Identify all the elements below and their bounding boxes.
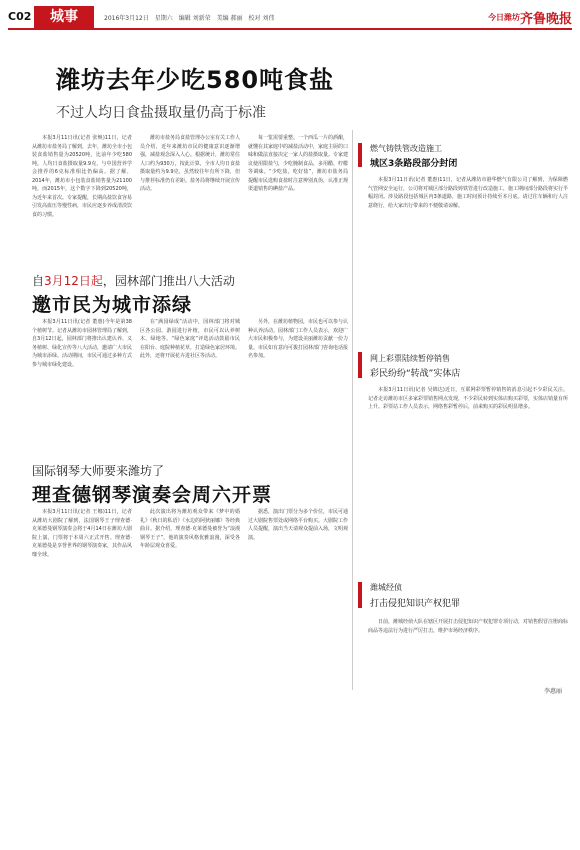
sidebar2-title: 彩民纷纷“转战”实体店 <box>370 369 461 379</box>
story2-col3-text: 另外，在潍坊植物园，市民也可以参与认种认养活动。园林部门工作人员表示，欢迎广大市民积极参与，为建设美丽潍坊贡献一份力量。市民如有意向可拨打园林部门咨询电话报名参加。 <box>248 319 348 359</box>
sidebar1-text: 本报3月11日讯(记者 董惠)11日，记者从潍坊市港华燃气有限公司了解到，为保障燃气管网安全运行，公司将对城区部分路段铸铁管进行改造施工，施工期间部分路段将实行半幅封闭。涉及路段包括城区内3条道路，施工时间预计持续至本月底。请过往车辆和行人注意绕行，给大家出行带来的不便敬请谅解。 <box>368 177 568 209</box>
story3-column-1 <box>32 508 132 688</box>
story2-col2-text: 在“满园绿成”活动中，园林部门将对城区各公园、游园进行补植，市民可以认养树木、绿地等。“绿色家庭”评选活动鼓励市民在阳台、庭院种植花草，打造绿色家居环境。此外，还将开展花卉进社区等活动。 <box>140 319 240 359</box>
sidebar2-accent <box>358 352 362 378</box>
story2-headline: 邀市民为城市添绿 <box>32 294 193 316</box>
masthead <box>8 6 572 30</box>
lead-col3-text: 每一览需要重整。一个西瓜一片的酒酿，就懂在其家庭中的减盐活动中，家庭主厨的口味和做法直接决定一家人的盐摄取量。专家建议使用限盐勺，少吃腌制食品，多用醋、柠檬等调味。“少吃盐，吃好盐”，潍坊市盐务局提醒市民选购食盐时注意辨别真伪，认准正规渠道销售的碘盐产品。 <box>248 135 348 192</box>
story2-kicker-prefix: 自 <box>32 274 45 288</box>
sidebar1-accent <box>358 143 362 167</box>
story3-column-2 <box>140 508 240 688</box>
sidebar3-title: 打击侵犯知识产权犯罪 <box>370 599 461 609</box>
story2-column-2 <box>140 318 240 446</box>
issue-meta: 2016年3月12日 星期六 编辑 刘新荣 美编 郝丽 校对 刘伟 <box>104 15 275 22</box>
page-number: C02 <box>8 10 32 23</box>
story3-col3-text: 据悉，演出门票分为多个价位，市民可通过大剧院售票处或网络平台购买。大剧院工作人员提醒，演出当天请观众提前入场，文明观演。 <box>248 509 348 541</box>
story2-column-3 <box>248 318 348 446</box>
sidebar2-text: 本报3月11日讯(记者 吴锦达)近日，互联网彩票暂停销售的消息引起不少彩民关注。记者走访潍坊市区多家彩票销售网点发现，不少彩民转到实体店购买彩票，实体店销量有所上升。彩票站工作人员表示，网络售彩暂停后，前来购买的彩民明显增多。 <box>368 387 568 410</box>
lead-col2-text: 潍坊市盐务局食盐管理办公室有关工作人员介绍，近年来潍坊市民的健康意识逐渐增强，减盐观念深入人心。根据统计，潍坊常住人口约为930万，按此计算，全市人均日食盐摄取量约为9.9克，虽然较往年有所下降，但与推荐标准仍有差距。盐务局将继续开展宣传活动。 <box>140 135 240 192</box>
column-divider <box>352 130 353 690</box>
lead-column-2 <box>140 134 240 254</box>
sidebar1-title: 城区3条路段部分封闭 <box>370 159 458 169</box>
story2-kicker <box>32 272 235 289</box>
sidebar3-accent <box>358 582 362 608</box>
sidebar3-author: 李惠丽 <box>543 688 562 695</box>
lead-col1-text: 本报3月11日讯(记者 张焕)11日，记者从潍坊市盐务局了解到，去年，潍坊全市小包装食盐销售量为20520吨，比前年少吃580吨。人均日食盐摄取量9.9克，与中国营养学会推荐的6克标准相比仍偏高。据了解，2014年，潍坊市小包装食盐销售量为21100吨，而2015年，这个数字下降到20520吨，为近年来首次。专家提醒，长期高盐饮食容易引发高血压等慢性病，市民应逐步养成清淡饮食的习惯。 <box>32 135 132 218</box>
story3-kicker: 国际钢琴大师要来潍坊了 <box>32 464 165 478</box>
story3-col1-text: 本报3月11日讯(记者 王娜)11日，记者从潍坊大剧院了解到，法国钢琴王子理查德·克莱德曼钢琴演奏会将于4月14日在潍坊大剧院上演，门票将于本周六正式开售。理查德·克莱德曼是享誉世界的钢琴演奏家，其作品风靡全球。 <box>32 509 132 558</box>
story2-kicker-date: 3月12日起 <box>44 274 103 288</box>
story2-kicker-suffix: ，园林部门推出八大活动 <box>102 274 235 288</box>
lead-column-3 <box>248 134 348 254</box>
story3-headline: 理查德钢琴演奏会周六开票 <box>32 484 273 506</box>
sidebar3-body <box>368 618 568 682</box>
brand-tag: 今日潍坊 <box>488 13 520 22</box>
story2-column-1 <box>32 318 132 446</box>
story3-column-3 <box>248 508 348 688</box>
sidebar2-kicker: 网上彩票陆续暂停销售 <box>370 354 450 363</box>
lead-column-1 <box>32 134 132 254</box>
sidebar1-body <box>368 176 568 346</box>
sidebar1-kicker: 燃气铸铁管改造施工 <box>370 144 442 153</box>
sidebar3-kicker: 潍城经侦 <box>370 583 402 592</box>
story2-col1-text: 本报3月11日讯(记者 董惠)今年是第38个植树节。记者从潍坊市园林管理局了解到，自3月12日起，园林部门将推出认建认养、义务植树、绿化宣传等八大活动，邀请广大市民为城市添绿。活动期间，市民可通过多种方式参与城市绿化建设。 <box>32 319 132 368</box>
lead-headline: 潍坊去年少吃580吨食盐 <box>56 66 335 94</box>
story3-col2-text: 此次演出将为潍坊观众带来《梦中的婚礼》《秋日的私语》《水边的阿狄丽娜》等经典曲目。据介绍，理查德·克莱德曼被誉为“浪漫钢琴王子”，他的演奏风格优雅浪漫，深受各年龄层观众喜爱。 <box>140 509 240 549</box>
sidebar2-body <box>368 386 568 572</box>
sidebar3-text: 日前，潍城经侦大队在辖区开展打击侵犯知识产权犯罪专项行动，对销售假冒注册商标商品等违法行为进行严厉打击，维护市场经济秩序。 <box>368 619 568 634</box>
newspaper-logo: 齐鲁晚报 <box>519 12 572 27</box>
lead-subheadline: 不过人均日食盐摄取量仍高于标准 <box>56 105 266 121</box>
section-name: 城事 <box>34 6 94 28</box>
